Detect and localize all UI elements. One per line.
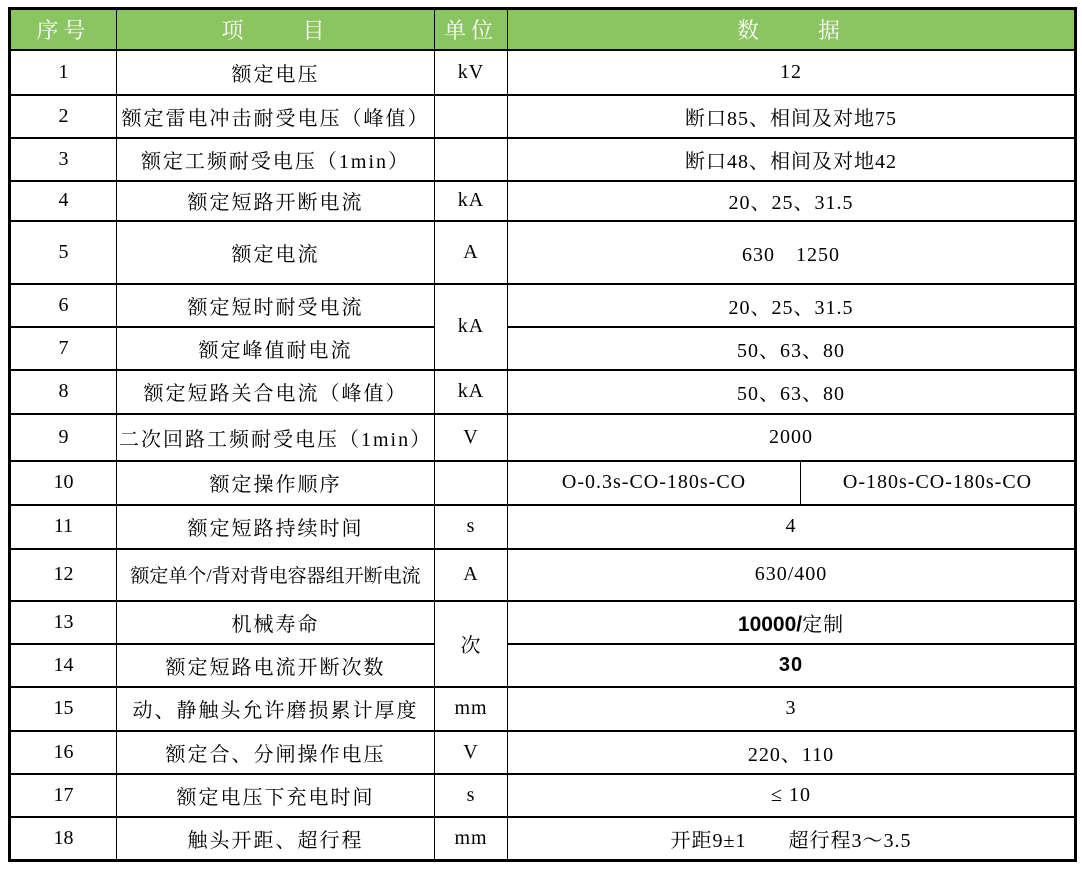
cell-no: 7 (10, 327, 117, 370)
cell-unit: kA (435, 370, 508, 414)
cell-item: 额定短路开断电流 (117, 181, 435, 221)
cell-value-right: O-180s-CO-180s-CO (801, 461, 1076, 505)
cell-no: 11 (10, 505, 117, 549)
cell-item: 额定电压 (117, 50, 435, 95)
cell-no: 9 (10, 414, 117, 461)
cell-item: 额定短路关合电流（峰值） (117, 370, 435, 414)
cell-item: 额定工频耐受电压（1min） (117, 138, 435, 181)
cell-unit: V (435, 731, 508, 774)
cell-no: 18 (10, 817, 117, 861)
cell-value: 30 (508, 644, 1076, 687)
header-unit: 单位 (435, 9, 508, 50)
cell-no: 14 (10, 644, 117, 687)
cell-no: 3 (10, 138, 117, 181)
cell-no: 15 (10, 687, 117, 731)
cell-value: 断口48、相间及对地42 (508, 138, 1076, 181)
header-item: 项 目 (117, 9, 435, 50)
cell-unit: kV (435, 50, 508, 95)
cell-item: 动、静触头允许磨损累计厚度 (117, 687, 435, 731)
cell-item: 额定峰值耐电流 (117, 327, 435, 370)
cell-no: 13 (10, 601, 117, 644)
cell-no: 10 (10, 461, 117, 505)
table-row (10, 327, 1076, 370)
table-row (10, 601, 1076, 644)
cell-unit: A (435, 221, 508, 284)
cell-value-left: O-0.3s-CO-180s-CO (508, 461, 801, 505)
table-row (10, 414, 1076, 461)
cell-unit-merged: 次 (435, 601, 508, 687)
cell-unit: s (435, 505, 508, 549)
cell-no: 17 (10, 774, 117, 817)
cell-value: 630 1250 (508, 221, 1076, 284)
cell-value: ≤ 10 (508, 774, 1076, 817)
cell-item: 额定短时耐受电流 (117, 284, 435, 327)
table-row (10, 644, 1076, 687)
cell-unit: V (435, 414, 508, 461)
value-number: 10000/ (737, 612, 803, 636)
cell-value (508, 601, 1076, 644)
table-row (10, 774, 1076, 817)
cell-no: 6 (10, 284, 117, 327)
cell-value: 630/400 (508, 549, 1076, 601)
cell-value: 开距9±1 超行程3～3.5 (508, 817, 1076, 861)
cell-unit (435, 95, 508, 138)
value-text: 定制 (802, 613, 845, 636)
cell-item: 额定操作顺序 (117, 461, 435, 505)
cell-item: 额定短路持续时间 (117, 505, 435, 549)
header-no: 序号 (10, 9, 117, 50)
cell-unit (435, 138, 508, 181)
cell-no: 1 (10, 50, 117, 95)
table-row (10, 181, 1076, 221)
table-row (10, 284, 1076, 327)
cell-item: 额定单个/背对背电容器组开断电流 (117, 549, 435, 601)
cell-no: 5 (10, 221, 117, 284)
header-row (10, 9, 1076, 50)
cell-item: 机械寿命 (117, 601, 435, 644)
table-row (10, 687, 1076, 731)
table-row (10, 461, 1076, 505)
spec-table (8, 7, 1077, 862)
table-row (10, 731, 1076, 774)
cell-item: 额定电压下充电时间 (117, 774, 435, 817)
cell-unit: mm (435, 687, 508, 731)
cell-value: 4 (508, 505, 1076, 549)
table-row (10, 817, 1076, 861)
cell-value: 20、25、31.5 (508, 181, 1076, 221)
cell-value: 2000 (508, 414, 1076, 461)
cell-unit: mm (435, 817, 508, 861)
cell-unit: s (435, 774, 508, 817)
cell-item: 额定短路电流开断次数 (117, 644, 435, 687)
cell-value: 50、63、80 (508, 370, 1076, 414)
table-row (10, 138, 1076, 181)
table-row (10, 370, 1076, 414)
cell-unit (435, 461, 508, 505)
cell-item: 额定电流 (117, 221, 435, 284)
cell-item: 额定合、分闸操作电压 (117, 731, 435, 774)
table-row (10, 50, 1076, 95)
table-row (10, 95, 1076, 138)
cell-no: 16 (10, 731, 117, 774)
cell-value: 20、25、31.5 (508, 284, 1076, 327)
cell-value: 12 (508, 50, 1076, 95)
table-row (10, 549, 1076, 601)
cell-value: 220、110 (508, 731, 1076, 774)
cell-item: 触头开距、超行程 (117, 817, 435, 861)
table-row (10, 505, 1076, 549)
table-row (10, 221, 1076, 284)
cell-value: 3 (508, 687, 1076, 731)
cell-item: 额定雷电冲击耐受电压（峰值） (117, 95, 435, 138)
cell-unit: A (435, 549, 508, 601)
cell-unit-merged: kA (435, 284, 508, 370)
cell-no: 4 (10, 181, 117, 221)
cell-no: 12 (10, 549, 117, 601)
cell-item: 二次回路工频耐受电压（1min） (117, 414, 435, 461)
cell-no: 8 (10, 370, 117, 414)
cell-value: 50、63、80 (508, 327, 1076, 370)
header-data: 数 据 (508, 9, 1076, 50)
cell-no: 2 (10, 95, 117, 138)
cell-value: 断口85、相间及对地75 (508, 95, 1076, 138)
cell-unit: kA (435, 181, 508, 221)
